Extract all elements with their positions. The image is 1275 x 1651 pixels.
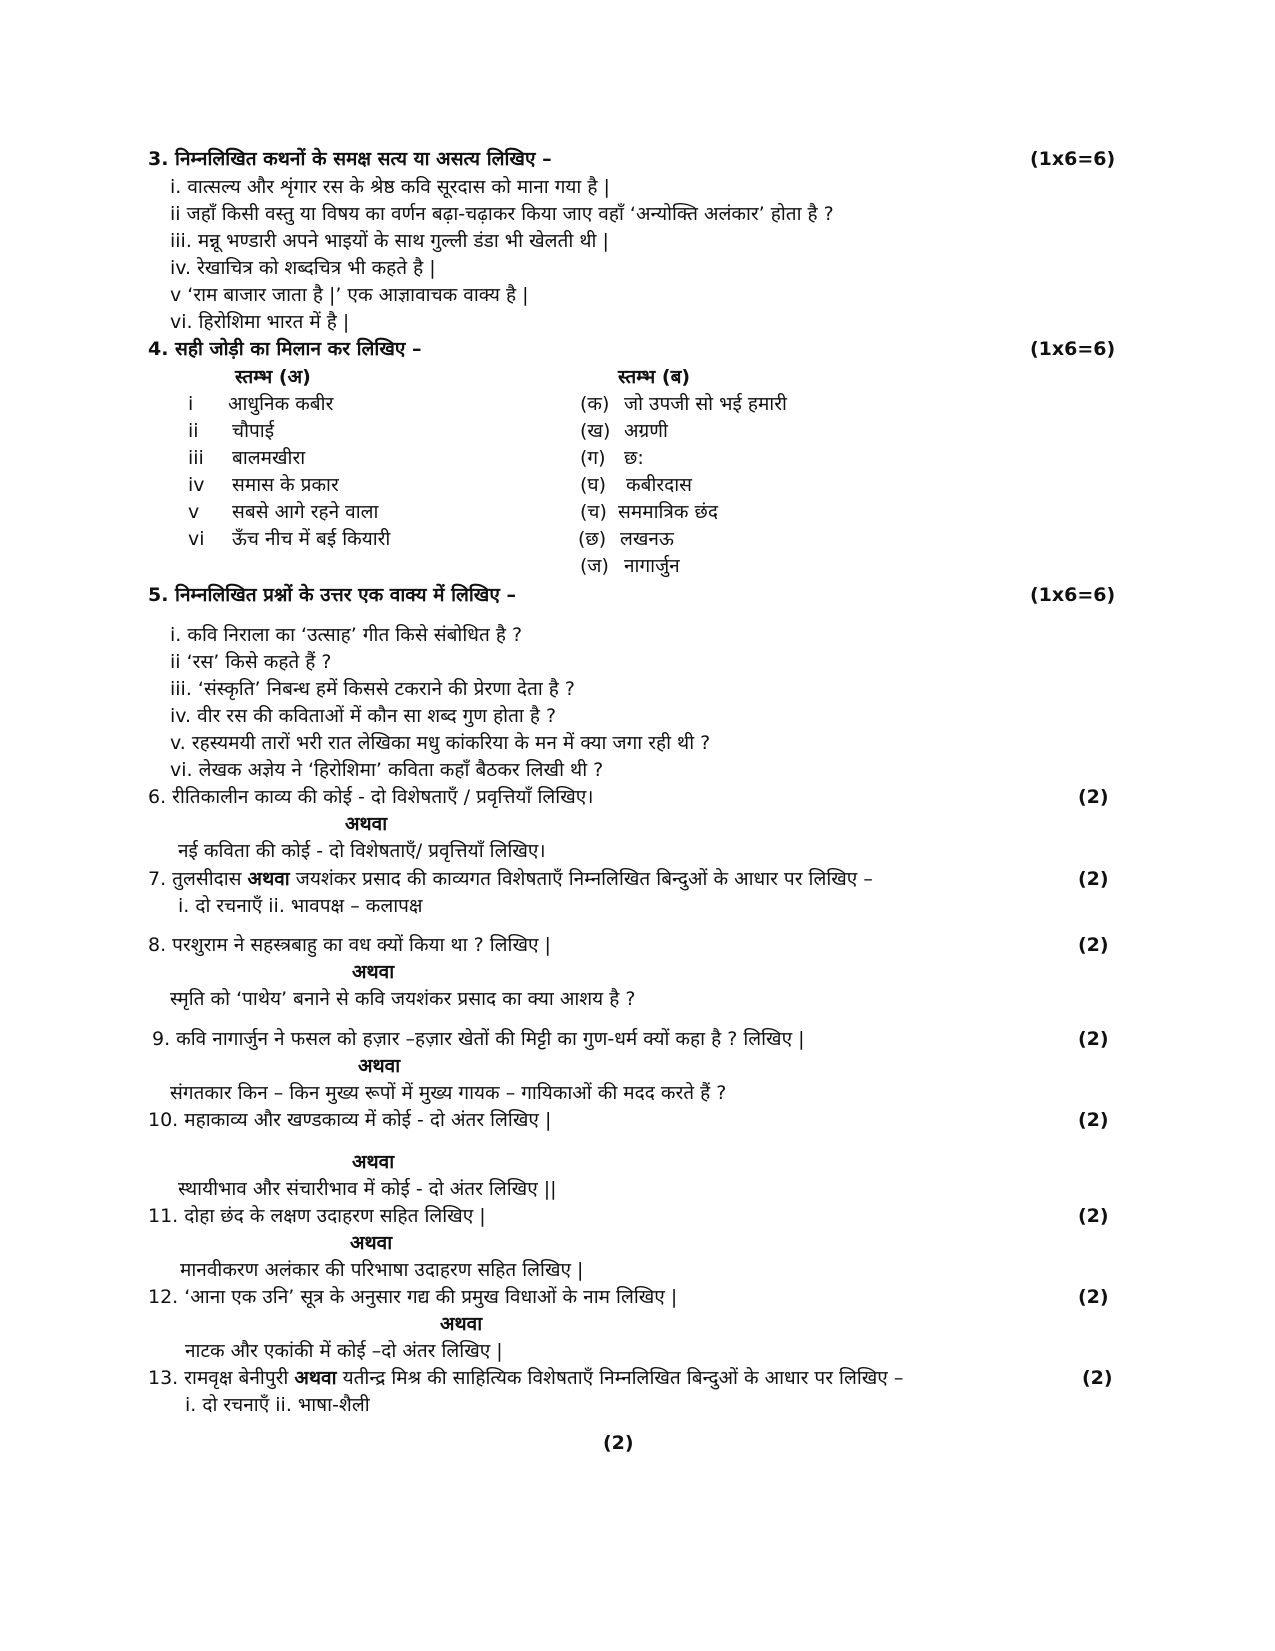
q5-heading: 5. निम्नलिखित प्रश्नों के उत्तर एक वाक्य में लिखिए –	[148, 584, 516, 606]
q6-text: 6. रीतिकालीन काव्य की कोई - दो विशेषताएँ / प्रवृत्तियाँ लिखिए।	[148, 786, 594, 808]
q4-a-num: v	[188, 501, 200, 523]
q5-item-6: vi. लेखक अज्ञेय ने ‘हिरोशिमा’ कविता कहाँ बैठकर लिखी थी ?	[170, 759, 604, 781]
q4-a-text: आधुनिक कबीर	[228, 393, 334, 415]
q4-col-a-header: स्तम्भ (अ)	[235, 366, 311, 388]
q4-a-text: समास के प्रकार	[232, 474, 339, 496]
q6-athva: अथवा	[345, 813, 388, 835]
q4-b-text: छ:	[624, 447, 644, 469]
q4-b-text: नागार्जुन	[624, 555, 680, 577]
q4-marks: (1x6=6)	[1030, 338, 1116, 360]
q13-marks: (2)	[1082, 1367, 1113, 1389]
q5-item-1: i. कवि निराला का ‘उत्साह’ गीत किसे संबोधित है ?	[170, 624, 523, 646]
q9-marks: (2)	[1078, 1028, 1109, 1050]
q3-item-3: iii. मन्नू भण्डारी अपने भाइयों के साथ गुल्ली डंडा भी खेलती थी |	[170, 230, 609, 252]
q10-alt: स्थायीभाव और संचारीभाव में कोई - दो अंतर लिखिए ||	[178, 1178, 557, 1200]
q11-athva: अथवा	[350, 1232, 393, 1254]
q5-item-2: ii ‘रस’ किसे कहते हैं ?	[170, 651, 332, 673]
q4-b-key: (घ)	[580, 474, 607, 496]
q3-item-1: i. वात्सल्य और शृंगार रस के श्रेष्ठ कवि सूरदास को माना गया है |	[170, 176, 610, 198]
q8-alt: स्मृति को ‘पाथेय’ बनाने से कवि जयशंकर प्रसाद का क्या आशय है ?	[170, 988, 636, 1010]
q4-a-num: iii	[188, 447, 204, 469]
q4-b-text: अग्रणी	[624, 420, 668, 442]
q11-alt: मानवीकरण अलंकार की परिभाषा उदाहरण सहित लिखिए |	[180, 1259, 584, 1281]
q13-text: 13. रामवृक्ष बेनीपुरी अथवा यतीन्द्र मिश्र की साहित्यिक विशेषताएँ निम्नलिखित बिन्दुओं के आधार पर लिखिए –	[148, 1367, 904, 1389]
q4-a-text: चौपाई	[232, 420, 275, 442]
q12-text: 12. ‘आना एक उनि’ सूत्र के अनुसार गद्य की प्रमुख विधाओं के नाम लिखिए |	[148, 1286, 678, 1308]
q3-heading: 3. निम्नलिखित कथनों के समक्ष सत्य या असत्य लिखिए –	[148, 148, 552, 170]
q4-a-text: बालमखीरा	[232, 447, 306, 469]
q13-athva: अथवा	[294, 1367, 337, 1389]
q9-athva: अथवा	[358, 1055, 401, 1077]
q6-alt: नई कविता की कोई - दो विशेषताएँ/ प्रवृत्तियाँ लिखिए।	[178, 840, 546, 862]
q12-athva: अथवा	[440, 1313, 483, 1335]
q4-col-b-header: स्तम्भ (ब)	[618, 366, 691, 388]
q7-marks: (2)	[1078, 868, 1109, 890]
q6-marks: (2)	[1078, 786, 1109, 808]
q5-item-3: iii. ‘संस्कृति’ निबन्ध हमें किससे टकराने की प्रेरणा देता है ?	[170, 678, 576, 700]
q10-athva: अथवा	[352, 1151, 395, 1173]
q8-marks: (2)	[1078, 934, 1109, 956]
q4-b-key: (ग)	[580, 447, 606, 469]
q4-a-num: i	[188, 393, 194, 415]
q5-marks: (1x6=6)	[1030, 584, 1116, 606]
q4-b-key: (ज)	[580, 555, 609, 577]
q3-item-5: v ‘राम बाजार जाता है |’ एक आज्ञावाचक वाक्य है |	[170, 284, 529, 306]
q4-b-key: (छ)	[578, 528, 607, 550]
q7-sub: i. दो रचनाएँ ii. भावपक्ष – कलापक्ष	[178, 895, 423, 917]
q11-marks: (2)	[1078, 1205, 1109, 1227]
q4-heading: 4. सही जोड़ी का मिलान कर लिखिए –	[148, 338, 422, 360]
q4-a-text: ऊँच नीच में बई कियारी	[232, 528, 391, 550]
q13-sub: i. दो रचनाएँ ii. भाषा-शैली	[185, 1394, 370, 1416]
q12-marks: (2)	[1078, 1286, 1109, 1308]
q4-b-key: (क)	[580, 393, 610, 415]
q5-item-5: v. रहस्यमयी तारों भरी रात लेखिका मधु कांकरिया के मन में क्या जगा रही थी ?	[170, 732, 711, 754]
q4-a-num: ii	[188, 420, 199, 442]
q8-text: 8. परशुराम ने सहस्त्रबाहु का वध क्यों किया था ? लिखिए |	[148, 934, 551, 956]
page-number: (2)	[603, 1432, 634, 1454]
q10-text: 10. महाकाव्य और खण्डकाव्य में कोई - दो अंतर लिखिए |	[148, 1109, 552, 1131]
q4-b-text: जो उपजी सो भई हमारी	[624, 393, 787, 415]
q8-athva: अथवा	[352, 961, 395, 983]
q4-b-text: कबीरदास	[626, 474, 692, 496]
q12-alt: नाटक और एकांकी में कोई –दो अंतर लिखिए |	[185, 1340, 503, 1362]
q4-b-text: सममात्रिक छंद	[618, 501, 718, 523]
q3-marks: (1x6=6)	[1030, 148, 1116, 170]
q11-text: 11. दोहा छंद के लक्षण उदाहरण सहित लिखिए |	[148, 1205, 486, 1227]
q4-a-num: vi	[188, 528, 205, 550]
q5-item-4: iv. वीर रस की कविताओं में कौन सा शब्द गुण होता है ?	[170, 705, 557, 727]
q3-item-6: vi. हिरोशिमा भारत में है |	[170, 311, 350, 333]
q4-a-num: iv	[188, 474, 205, 496]
q4-b-key: (च)	[580, 501, 607, 523]
q10-marks: (2)	[1078, 1109, 1109, 1131]
q7-text: 7. तुलसीदास अथवा जयशंकर प्रसाद की काव्यगत विशेषताएँ निम्नलिखित बिन्दुओं के आधार पर लिखिए –	[148, 868, 873, 890]
q7-athva: अथवा	[247, 868, 290, 890]
q3-item-2: ii जहाँ किसी वस्तु या विषय का वर्णन बढ़ा-चढ़ाकर किया जाए वहाँ ‘अन्योक्ति अलंकार’ होता है ?	[170, 203, 834, 225]
q9-text: 9. कवि नागार्जुन ने फसल को हज़ार –हज़ार खेतों की मिट्टी का गुण-धर्म क्यों कहा है ? लिखिए |	[152, 1028, 805, 1050]
q4-a-text: सबसे आगे रहने वाला	[232, 501, 379, 523]
q4-b-key: (ख)	[580, 420, 611, 442]
q3-item-4: iv. रेखाचित्र को शब्दचित्र भी कहते है |	[170, 257, 436, 279]
q9-alt: संगतकार किन – किन मुख्य रूपों में मुख्य गायक – गायिकाओं की मदद करते हैं ?	[170, 1082, 727, 1104]
q4-b-text: लखनऊ	[620, 528, 674, 550]
